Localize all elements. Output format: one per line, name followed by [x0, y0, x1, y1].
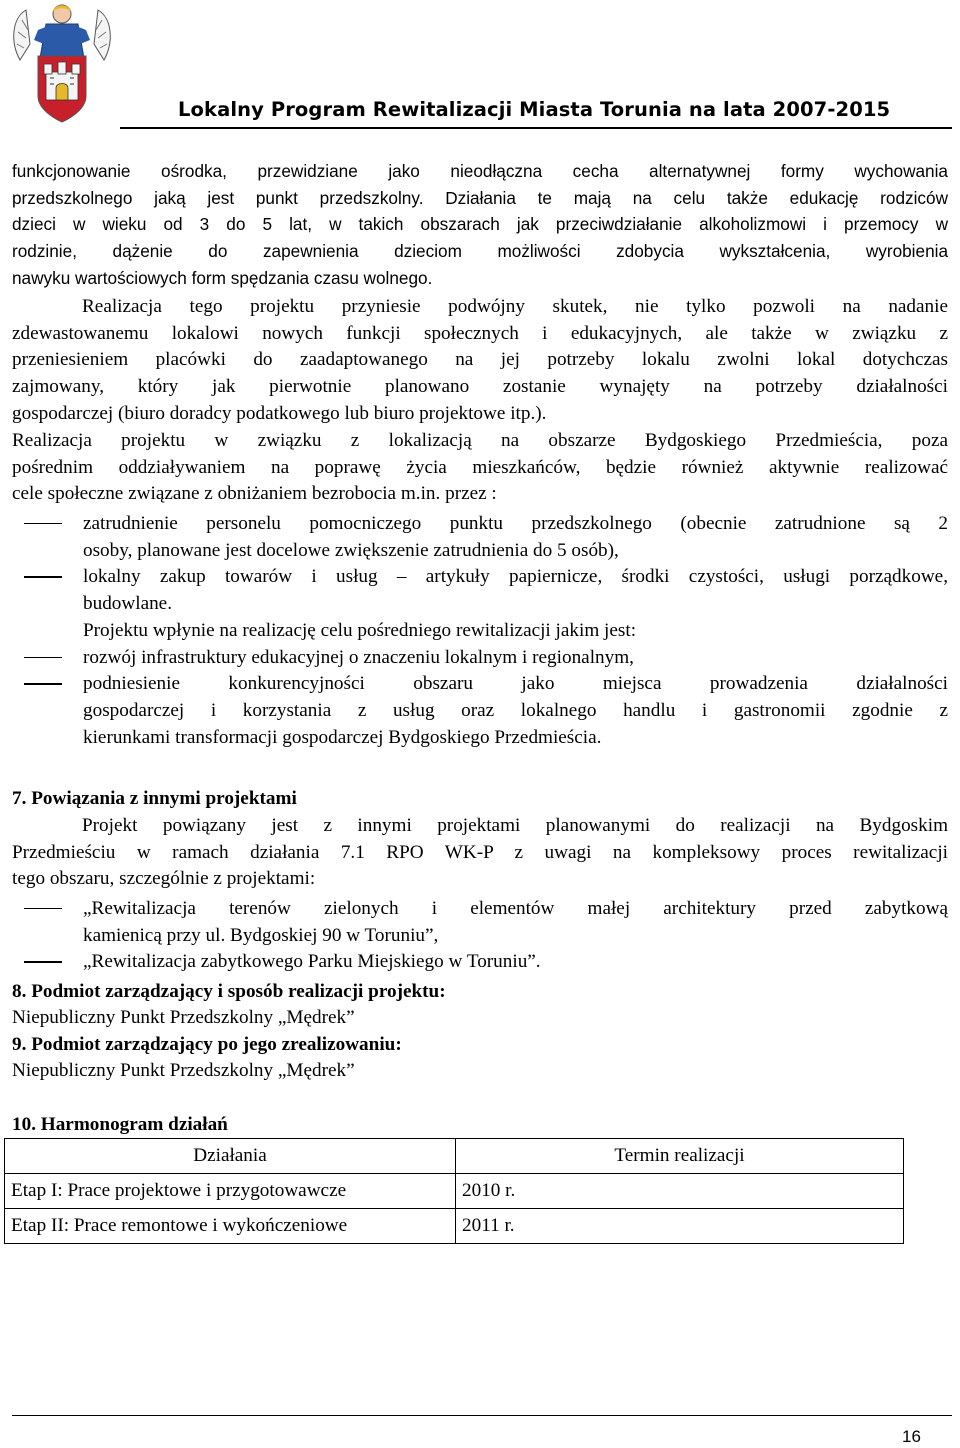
header-title: Lokalny Program Rewitalizacji Miasta Torunia na lata 2007-2015	[178, 98, 891, 121]
section-7-heading: 7. Powiązania z innymi projektami	[12, 788, 297, 809]
text-line: rozwój infrastruktury edukacyjnej o znaczeniu lokalnym i regionalnym,	[83, 646, 634, 668]
list-item	[12, 511, 948, 564]
text-line: nawyku wartościowych form spędzania czasu wolnego.	[12, 267, 433, 288]
table-header-row	[5, 1139, 904, 1174]
dash-bullet-icon	[24, 961, 62, 962]
text-line: osoby, planowane jest docelowe zwiększenie zatrudnienia do 5 osób),	[83, 539, 619, 561]
text-line: cele społeczne związane z obniżaniem bezrobocia m.in. przez :	[12, 483, 497, 505]
schedule-table	[4, 1138, 904, 1244]
text-line: dzieci w wieku od 3 do 5 lat, w takich obszarach jak przeciwdziałanie alkoholizmowi i przemocy w	[12, 214, 948, 235]
text-line: Realizacja projektu w związku z lokalizacją na obszarze Bydgoskiego Przedmieścia, poza	[12, 430, 948, 451]
list-item	[12, 896, 948, 949]
dash-bullet-icon	[24, 657, 62, 658]
dash-bullet-icon	[24, 523, 62, 524]
text-line: pośrednim oddziaływaniem na poprawę życia mieszkańców, będzie również aktywnie realizować	[12, 456, 948, 478]
text-line: Przedmieściu w ramach działania 7.1 RPO WK-P z uwagi na kompleksowy proces rewitalizacji	[12, 841, 948, 863]
table-cell: 2010 r.	[456, 1174, 904, 1209]
text-line: gospodarczej (biuro doradcy podatkowego lub biuro projektowe itp.).	[12, 402, 547, 424]
table-cell: 2011 r.	[456, 1209, 904, 1244]
text-line: „Rewitalizacja zabytkowego Parku Miejskiego w Toruniu”.	[83, 951, 541, 973]
list-item	[12, 645, 948, 672]
bullet-list-related-projects	[12, 896, 948, 976]
section-7-body	[12, 813, 948, 893]
text-line: lokalny zakup towarów i usług – artykuły papiernicze, środki czystości, usługi porządkowe,	[83, 566, 948, 588]
text-line: rodzinie, dążenie do zapewnienia dzieciom możliwości zdobycia wykształcenia, wyrobienia	[12, 241, 948, 262]
list-item	[12, 564, 948, 617]
header-divider	[120, 127, 952, 129]
text-line: tego obszaru, szczególnie z projektami:	[12, 868, 316, 890]
text-line: podniesienie konkurencyjności obszaru jako miejsca prowadzenia działalności	[83, 673, 948, 695]
section-9-value: Niepubliczny Punkt Przedszkolny „Mędrek”	[12, 1060, 355, 1081]
dash-bullet-icon	[24, 683, 62, 684]
text-line: gospodarczej i korzystania z usług oraz lokalnego handlu i gastronomii zgodnie z	[83, 699, 948, 721]
text-line: zajmowany, który jak pierwotnie planowano zostanie wynajęty na potrzeby działalności	[12, 376, 948, 398]
page-number: 16	[902, 1427, 921, 1446]
paragraph-realizacja	[12, 294, 948, 428]
text-line: budowlane.	[83, 593, 172, 615]
section-8-value: Niepubliczny Punkt Przedszkolny „Mędrek”	[12, 1007, 355, 1028]
table-cell: Etap I: Prace projektowe i przygotowawcze	[5, 1174, 456, 1209]
text-line: kamienicą przy ul. Bydgoskiej 90 w Toruniu”,	[83, 924, 439, 946]
list-item	[12, 949, 948, 976]
text-line: zdewastowanemu lokalowi nowych funkcji społecznych i edukacyjnych, ale także w związku z	[12, 322, 948, 344]
section-10-heading: 10. Harmonogram działań	[12, 1114, 228, 1135]
text-line: funkcjonowanie ośrodka, przewidziane jako nieodłączna cecha alternatywnej formy wychowania	[12, 161, 948, 181]
text-line: przeniesieniem placówki do zaadaptowanego na jej potrzeby lokalu zwolni lokal dotychczas	[12, 349, 948, 371]
table-row	[5, 1209, 904, 1244]
text-line: Projekt powiązany jest z innymi projektami planowanymi do realizacji na Bydgoskim	[82, 815, 948, 836]
paragraph-bydgoskie	[12, 428, 948, 508]
section-9-heading: 9. Podmiot zarządzający po jego zrealizowaniu:	[12, 1034, 402, 1055]
goal-intro: Projektu wpłynie na realizację celu pośredniego rewitalizacji jakim jest:	[83, 619, 637, 641]
paragraph-intro	[12, 158, 948, 292]
section-8-heading: 8. Podmiot zarządzający i sposób realizacji projektu:	[12, 981, 446, 1002]
column-header: Termin realizacji	[456, 1139, 904, 1174]
text-line: przedszkolnego jaką jest punkt przedszkolny. Działania te mają na celu także edukację rodziców	[12, 187, 948, 208]
torun-coat-of-arms-icon	[8, 0, 116, 124]
list-item	[12, 671, 948, 751]
table-cell: Etap II: Prace remontowe i wykończeniowe	[5, 1209, 456, 1244]
footer-divider	[12, 1415, 952, 1416]
text-line: zatrudnienie personelu pomocniczego punktu przedszkolnego (obecnie zatrudnione są 2	[83, 513, 948, 534]
dash-bullet-icon	[24, 576, 62, 577]
column-header: Działania	[5, 1139, 456, 1174]
text-line: „Rewitalizacja terenów zielonych i elementów małej architektury przed zabytkową	[83, 898, 948, 919]
text-line: kierunkami transformacji gospodarczej Bydgoskiego Przedmieścia.	[83, 726, 602, 748]
dash-bullet-icon	[24, 908, 62, 909]
text-line: Realizacja tego projektu przyniesie podwójny skutek, nie tylko pozwoli na nadanie	[82, 296, 948, 317]
bullet-list-effects	[12, 511, 948, 751]
table-row	[5, 1174, 904, 1209]
